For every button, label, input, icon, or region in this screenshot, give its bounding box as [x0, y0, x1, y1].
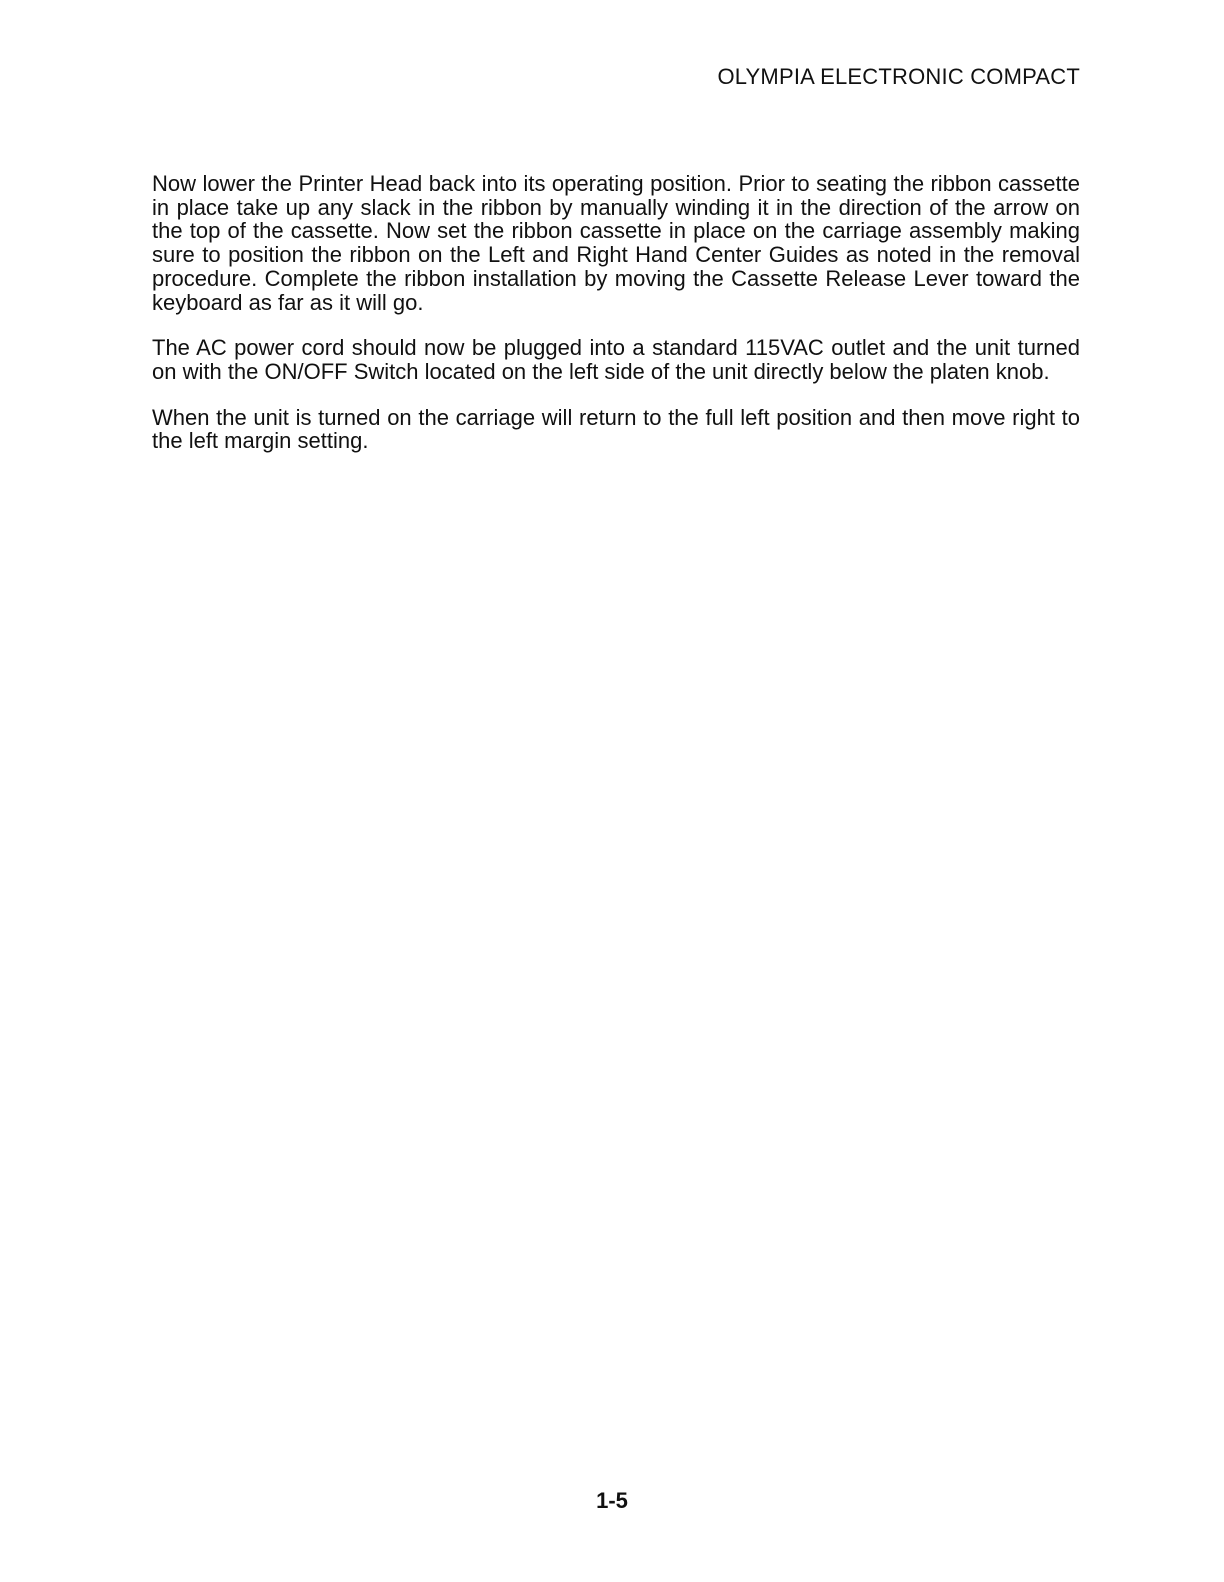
page-number: 1-5 [596, 1488, 628, 1513]
paragraph-carriage-return: When the unit is turned on the carriage will return to the full left position and then move right to the left margin setting. [152, 404, 1080, 454]
paragraph-power-on: The AC power cord should now be plugged into a standard 115VAC outlet and the unit turned on with the ON/OFF Switch located on the left side of the unit directly below the platen knob. [152, 335, 1080, 384]
paragraph-ribbon-installation: Now lower the Printer Head back into its operating position. Prior to seating the ribbon cassette in place take up any slack in the ribbon by manually winding it in the direction of the arrow on the top of the cassette. Now set the ribbon cassette in place on the carriage assembly making sure to position the ribbon on the Left and Right Hand Center Guides as noted in the removal procedure. Complete the ribbon installation by moving the Cassette Release Lever toward the keyboard as far as it will go. [152, 171, 1080, 315]
body-text [152, 172, 1080, 475]
running-header: OLYMPIA ELECTRONIC COMPACT [717, 64, 1080, 89]
